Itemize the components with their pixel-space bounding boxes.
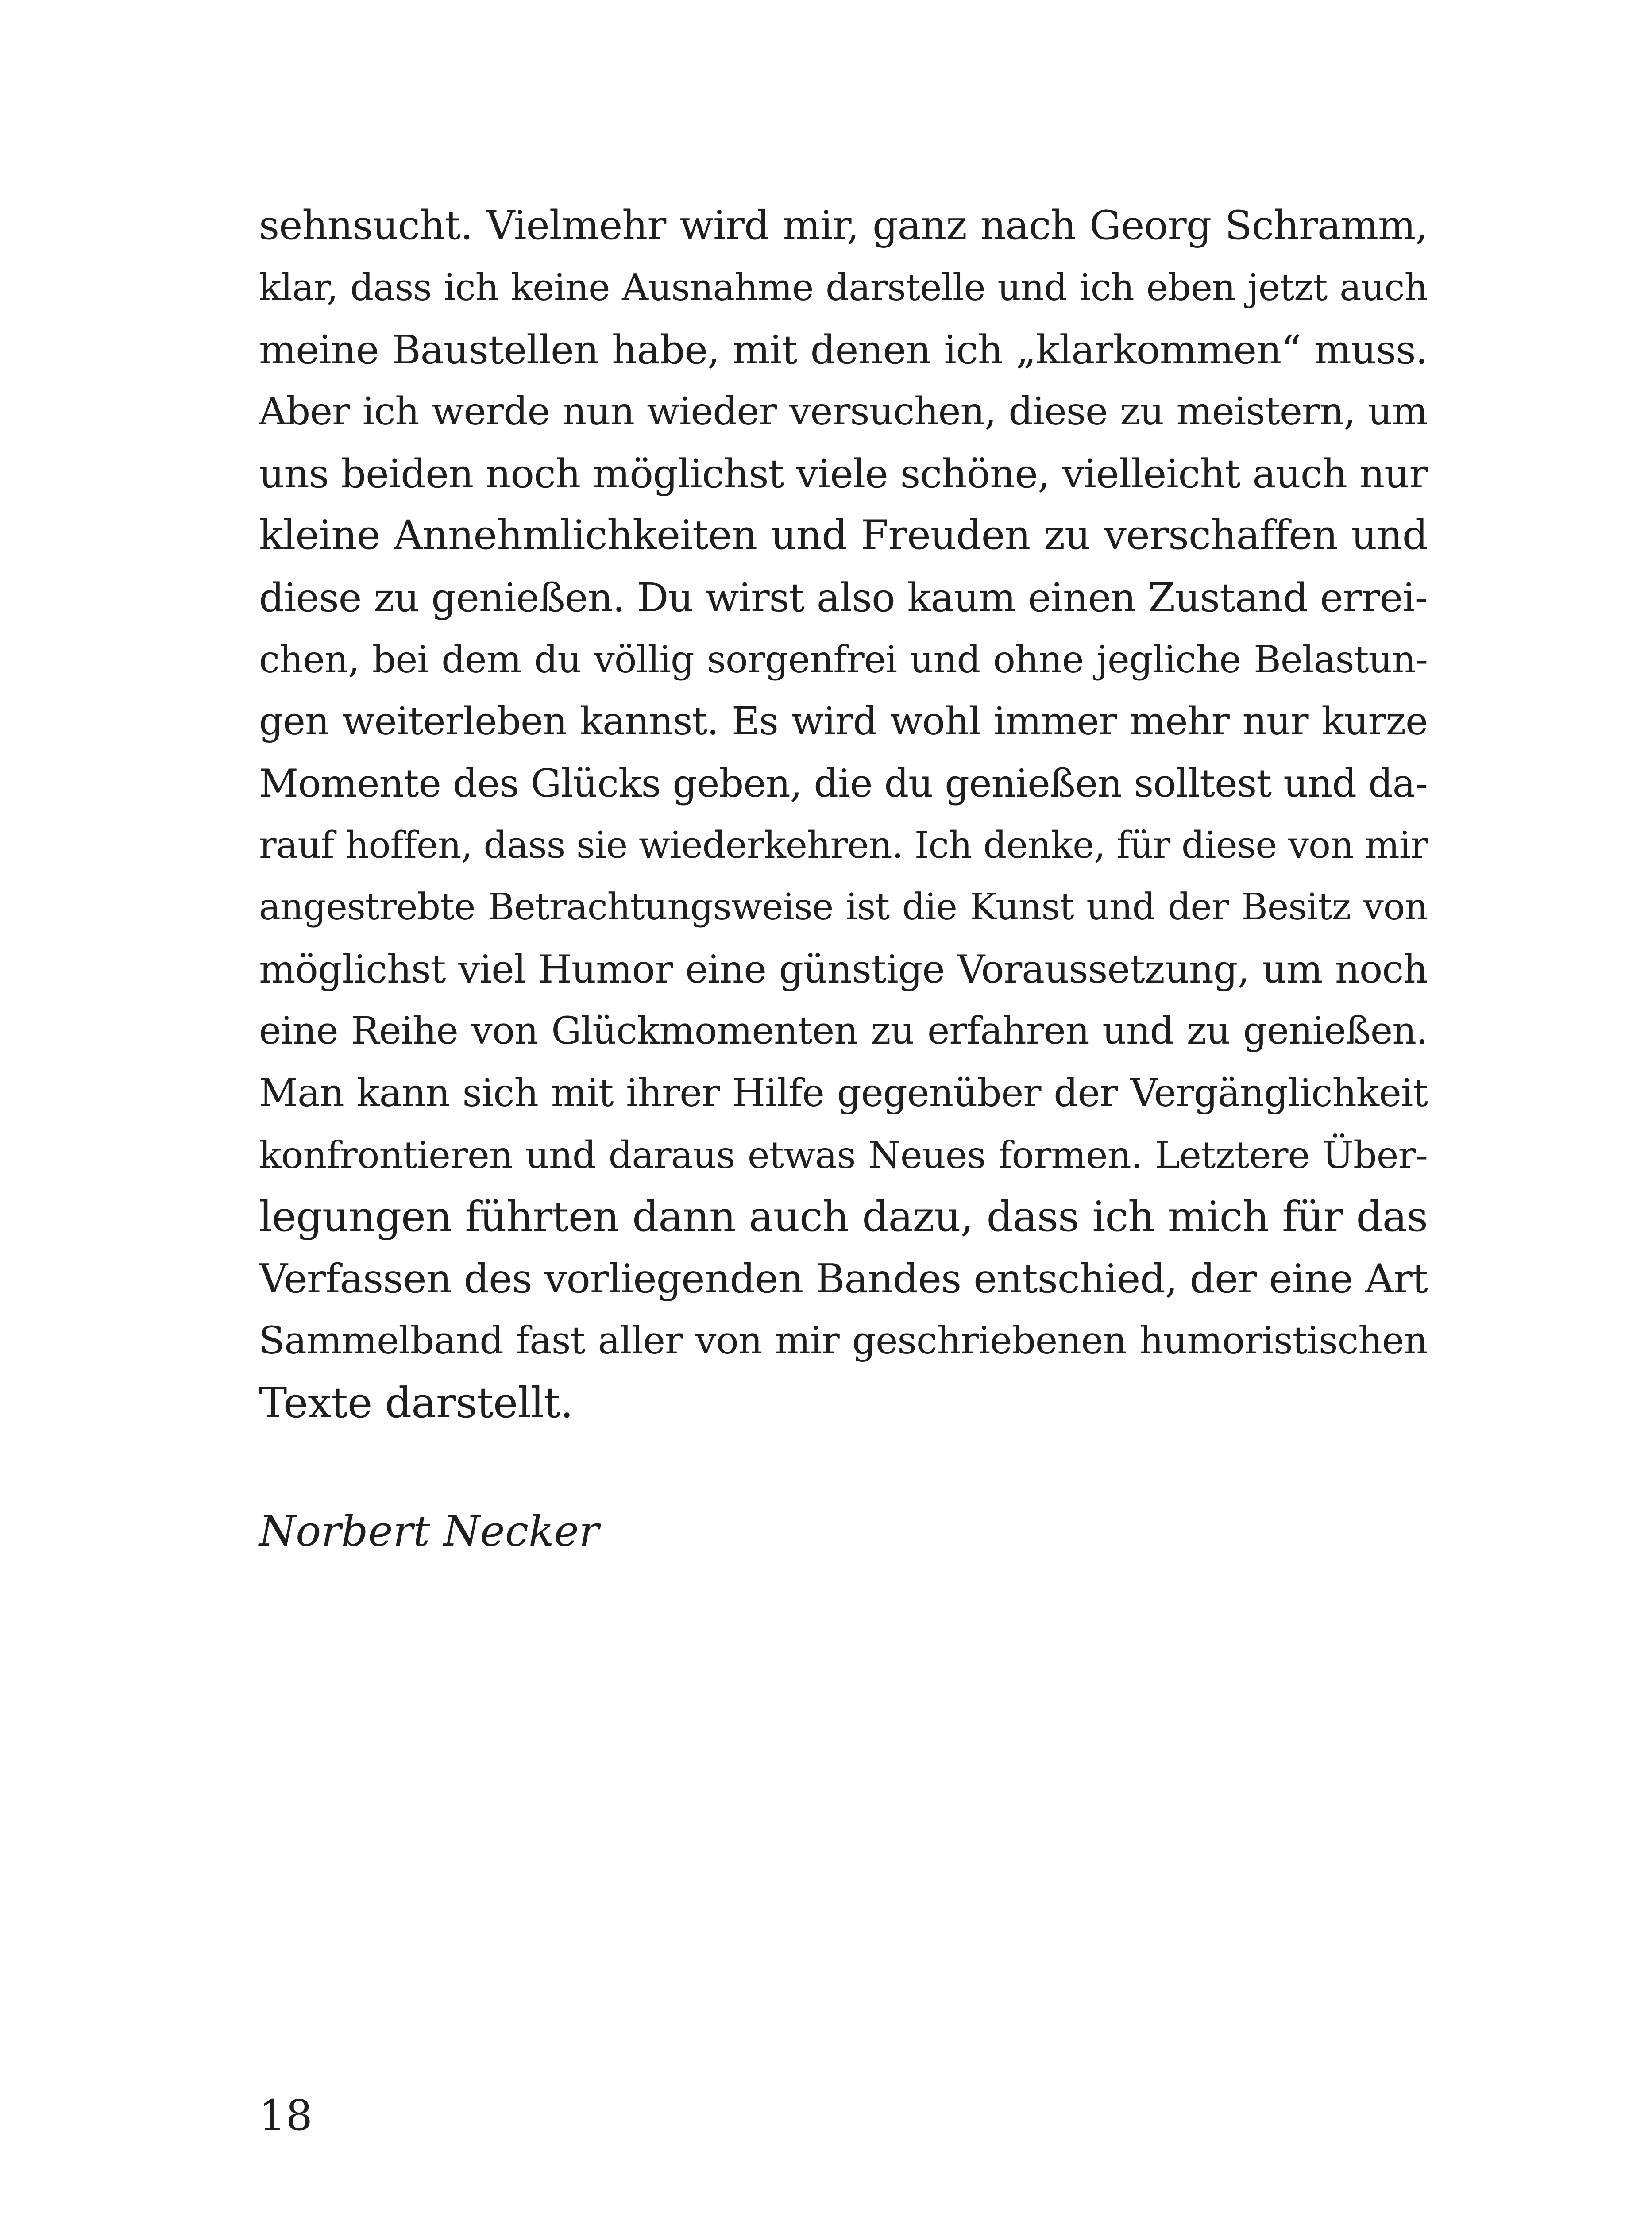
- text-line: möglichst viel Humor eine günstige Voraussetzung, um noch: [259, 947, 1428, 992]
- text-line: kleine Annehmlichkeiten und Freuden zu verschaffen und: [259, 512, 1428, 559]
- page-number: 18: [259, 2091, 313, 2140]
- text-line: Sammelband fast aller von mir geschriebenen humoristischen: [259, 1319, 1428, 1363]
- text-line: konfrontieren und daraus etwas Neues formen. Letztere Über-: [259, 1133, 1428, 1177]
- text-line: sehnsucht. Vielmehr wird mir, ganz nach Georg Schramm,: [259, 202, 1428, 249]
- text-line: Texte darstellt.: [259, 1379, 573, 1427]
- text-line: meine Baustellen habe, mit denen ich „klarkommen“ muss.: [259, 327, 1428, 373]
- text-line: gen weiterleben kannst. Es wird wohl immer mehr nur kurze: [259, 699, 1428, 744]
- text-line: rauf hoffen, dass sie wiederkehren. Ich denke, für diese von mir: [259, 824, 1428, 867]
- text-line: eine Reihe von Glückmomenten zu erfahren und zu genießen.: [259, 1009, 1428, 1053]
- text-line: Momente des Glücks geben, die du genießen solltest und da-: [259, 761, 1428, 806]
- text-line: Man kann sich mit ihrer Hilfe gegenüber der Vergänglichkeit: [259, 1071, 1428, 1115]
- text-line: angestrebte Betrachtungsweise ist die Kunst und der Besitz von: [259, 886, 1428, 928]
- text-line: diese zu genießen. Du wirst also kaum einen Zustand errei-: [259, 574, 1428, 621]
- text-line: uns beiden noch möglichst viele schöne, vielleicht auch nur: [259, 451, 1428, 497]
- body-text: [259, 195, 1428, 1434]
- text-line: Aber ich werde nun wieder versuchen, diese zu meistern, um: [259, 389, 1428, 434]
- text-line: legungen führten dann auch dazu, dass ich mich für das: [259, 1193, 1428, 1241]
- text-line: Verfassen des vorliegenden Bandes entschied, der eine Art: [259, 1256, 1428, 1302]
- text-line: klar, dass ich keine Ausnahme darstelle und ich eben jetzt auch: [259, 266, 1428, 309]
- text-line: chen, bei dem du völlig sorgenfrei und ohne jegliche Belastun-: [259, 638, 1428, 681]
- author-signature: Norbert Necker: [259, 1507, 599, 1556]
